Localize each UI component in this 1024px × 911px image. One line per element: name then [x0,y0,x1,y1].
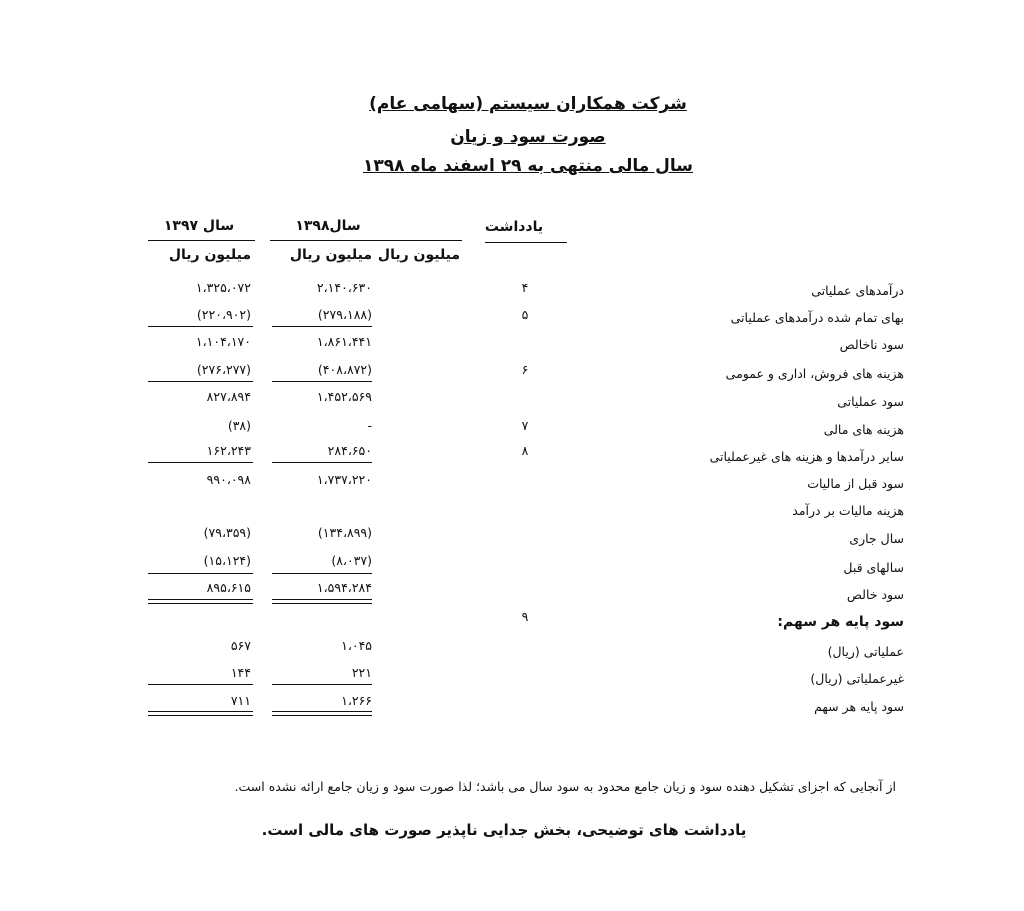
subtotal-rule [272,573,372,574]
row-note: ۷ [521,418,529,433]
year-1398-header: سال۱۳۹۸ [295,218,361,234]
row-note: ۹ [521,609,529,624]
row-value-1397: ۱۶۲،۲۴۳ [206,443,251,458]
row-value-1397: ۱۴۴ [230,665,251,680]
year-1397-underline [148,240,255,241]
total-double-rule [148,599,253,604]
row-label: سود پایه هر سهم [814,699,904,714]
row-label: سود قبل از مالیات [807,476,904,491]
row-value-1398: ۲،۱۴۰،۶۳۰ [316,280,372,295]
row-label: سالهای قبل [843,560,904,575]
total-double-rule [272,599,372,604]
row-value-1397: (۳۸) [227,418,251,433]
unit-header-1398: میلیون ریال [289,247,372,263]
subtotal-rule [148,684,253,685]
row-note: ۸ [521,443,529,458]
row-value-1398: ۲۸۴،۶۵۰ [327,443,372,458]
row-label: سود پایه هر سهم: [777,614,904,630]
row-value-1397: ۸۲۷،۸۹۴ [206,389,251,404]
subtotal-rule [148,326,253,327]
row-label: غیرعملیاتی (ریال) [810,671,904,686]
note-column-header: یادداشت [484,219,544,235]
row-label: هزینه های فروش، اداری و عمومی [725,366,904,381]
row-value-1397: ۷۱۱ [230,693,251,708]
notes-statement: یادداشت های توضیحی، بخش جدایی ناپذیر صورت های مالی است. [261,821,747,839]
year-1398-underline [270,240,462,241]
unit-header-1397: میلیون ریال [168,247,251,263]
subtotal-rule [272,462,372,463]
row-value-1398: (۲۷۹،۱۸۸) [317,307,372,322]
row-value-1398: ۱،۴۵۲،۵۶۹ [316,389,372,404]
row-value-1397: ۵۶۷ [230,638,251,653]
row-value-1398: - [367,418,372,433]
row-value-1398: (۱۳۴،۸۹۹) [317,525,372,540]
subtotal-rule [272,684,372,685]
period-title-text: سال مالی منتهی به ۲۹ اسفند ماه ۱۳۹۸ [362,156,694,176]
row-label: سود ناخالص [839,337,904,352]
row-label: سایر درآمدها و هزینه های غیرعملیاتی [709,449,904,464]
row-value-1397: ۹۹۰،۰۹۸ [206,472,251,487]
row-value-1398: ۱،۲۶۶ [341,693,372,708]
company-title [0,94,1024,114]
subtotal-rule [272,381,372,382]
subtotal-rule [148,381,253,382]
row-value-1398: (۴۰۸،۸۷۲) [317,362,372,377]
row-value-1397: ۸۹۵،۶۱۵ [206,580,251,595]
total-double-rule [272,711,372,716]
row-label: درآمدهای عملیاتی [811,283,904,298]
row-value-1397: (۲۷۶،۲۷۷) [196,362,251,377]
row-label: سود خالص [846,587,904,602]
row-value-1397: (۲۲۰،۹۰۲) [196,307,251,322]
row-value-1397: ۱،۱۰۴،۱۷۰ [195,334,251,349]
row-value-1398: (۸،۰۳۷) [331,553,372,568]
row-label: سود عملیاتی [837,394,904,409]
statement-title [0,127,1024,147]
row-value-1398: ۱،۰۴۵ [341,638,372,653]
row-note: ۵ [521,307,529,322]
subtotal-rule [272,326,372,327]
period-title [0,156,1024,176]
comprehensive-income-note: از آنجایی که اجزای تشکیل دهنده سود و زیان جامع محدود به سود سال می باشد؛ لذا صورت سود و زیان جامع ارائه نشده است. [234,779,896,794]
subtotal-rule [148,462,253,463]
company-title-text: شرکت همکاران سیستم (سهامی عام) [369,94,687,114]
unit-header-1398-b: میلیون ریال [377,247,461,263]
statement-title-text: صورت سود و زیان [450,127,606,147]
row-value-1398: ۱،۸۶۱،۴۴۱ [316,334,372,349]
row-label: بهای تمام شده درآمدهای عملیاتی [730,310,904,325]
note-header-underline [485,242,567,243]
year-1397-header: سال ۱۳۹۷ [163,218,235,234]
row-label: عملیاتی (ریال) [827,644,904,659]
subtotal-rule [148,573,253,574]
row-label: هزینه مالیات بر درآمد [792,503,904,518]
row-label: سال جاری [849,531,904,546]
row-label: هزینه های مالی [823,422,904,437]
total-double-rule [148,711,253,716]
row-value-1398: ۲۲۱ [351,665,372,680]
row-value-1397: (۱۵،۱۲۴) [203,553,251,568]
row-note: ۴ [521,280,529,295]
row-value-1398: ۱،۷۳۷،۲۲۰ [316,472,372,487]
row-value-1397: ۱،۳۲۵،۰۷۲ [195,280,251,295]
row-value-1397: (۷۹،۳۵۹) [203,525,251,540]
row-value-1398: ۱،۵۹۴،۲۸۴ [316,580,372,595]
row-note: ۶ [521,362,529,377]
